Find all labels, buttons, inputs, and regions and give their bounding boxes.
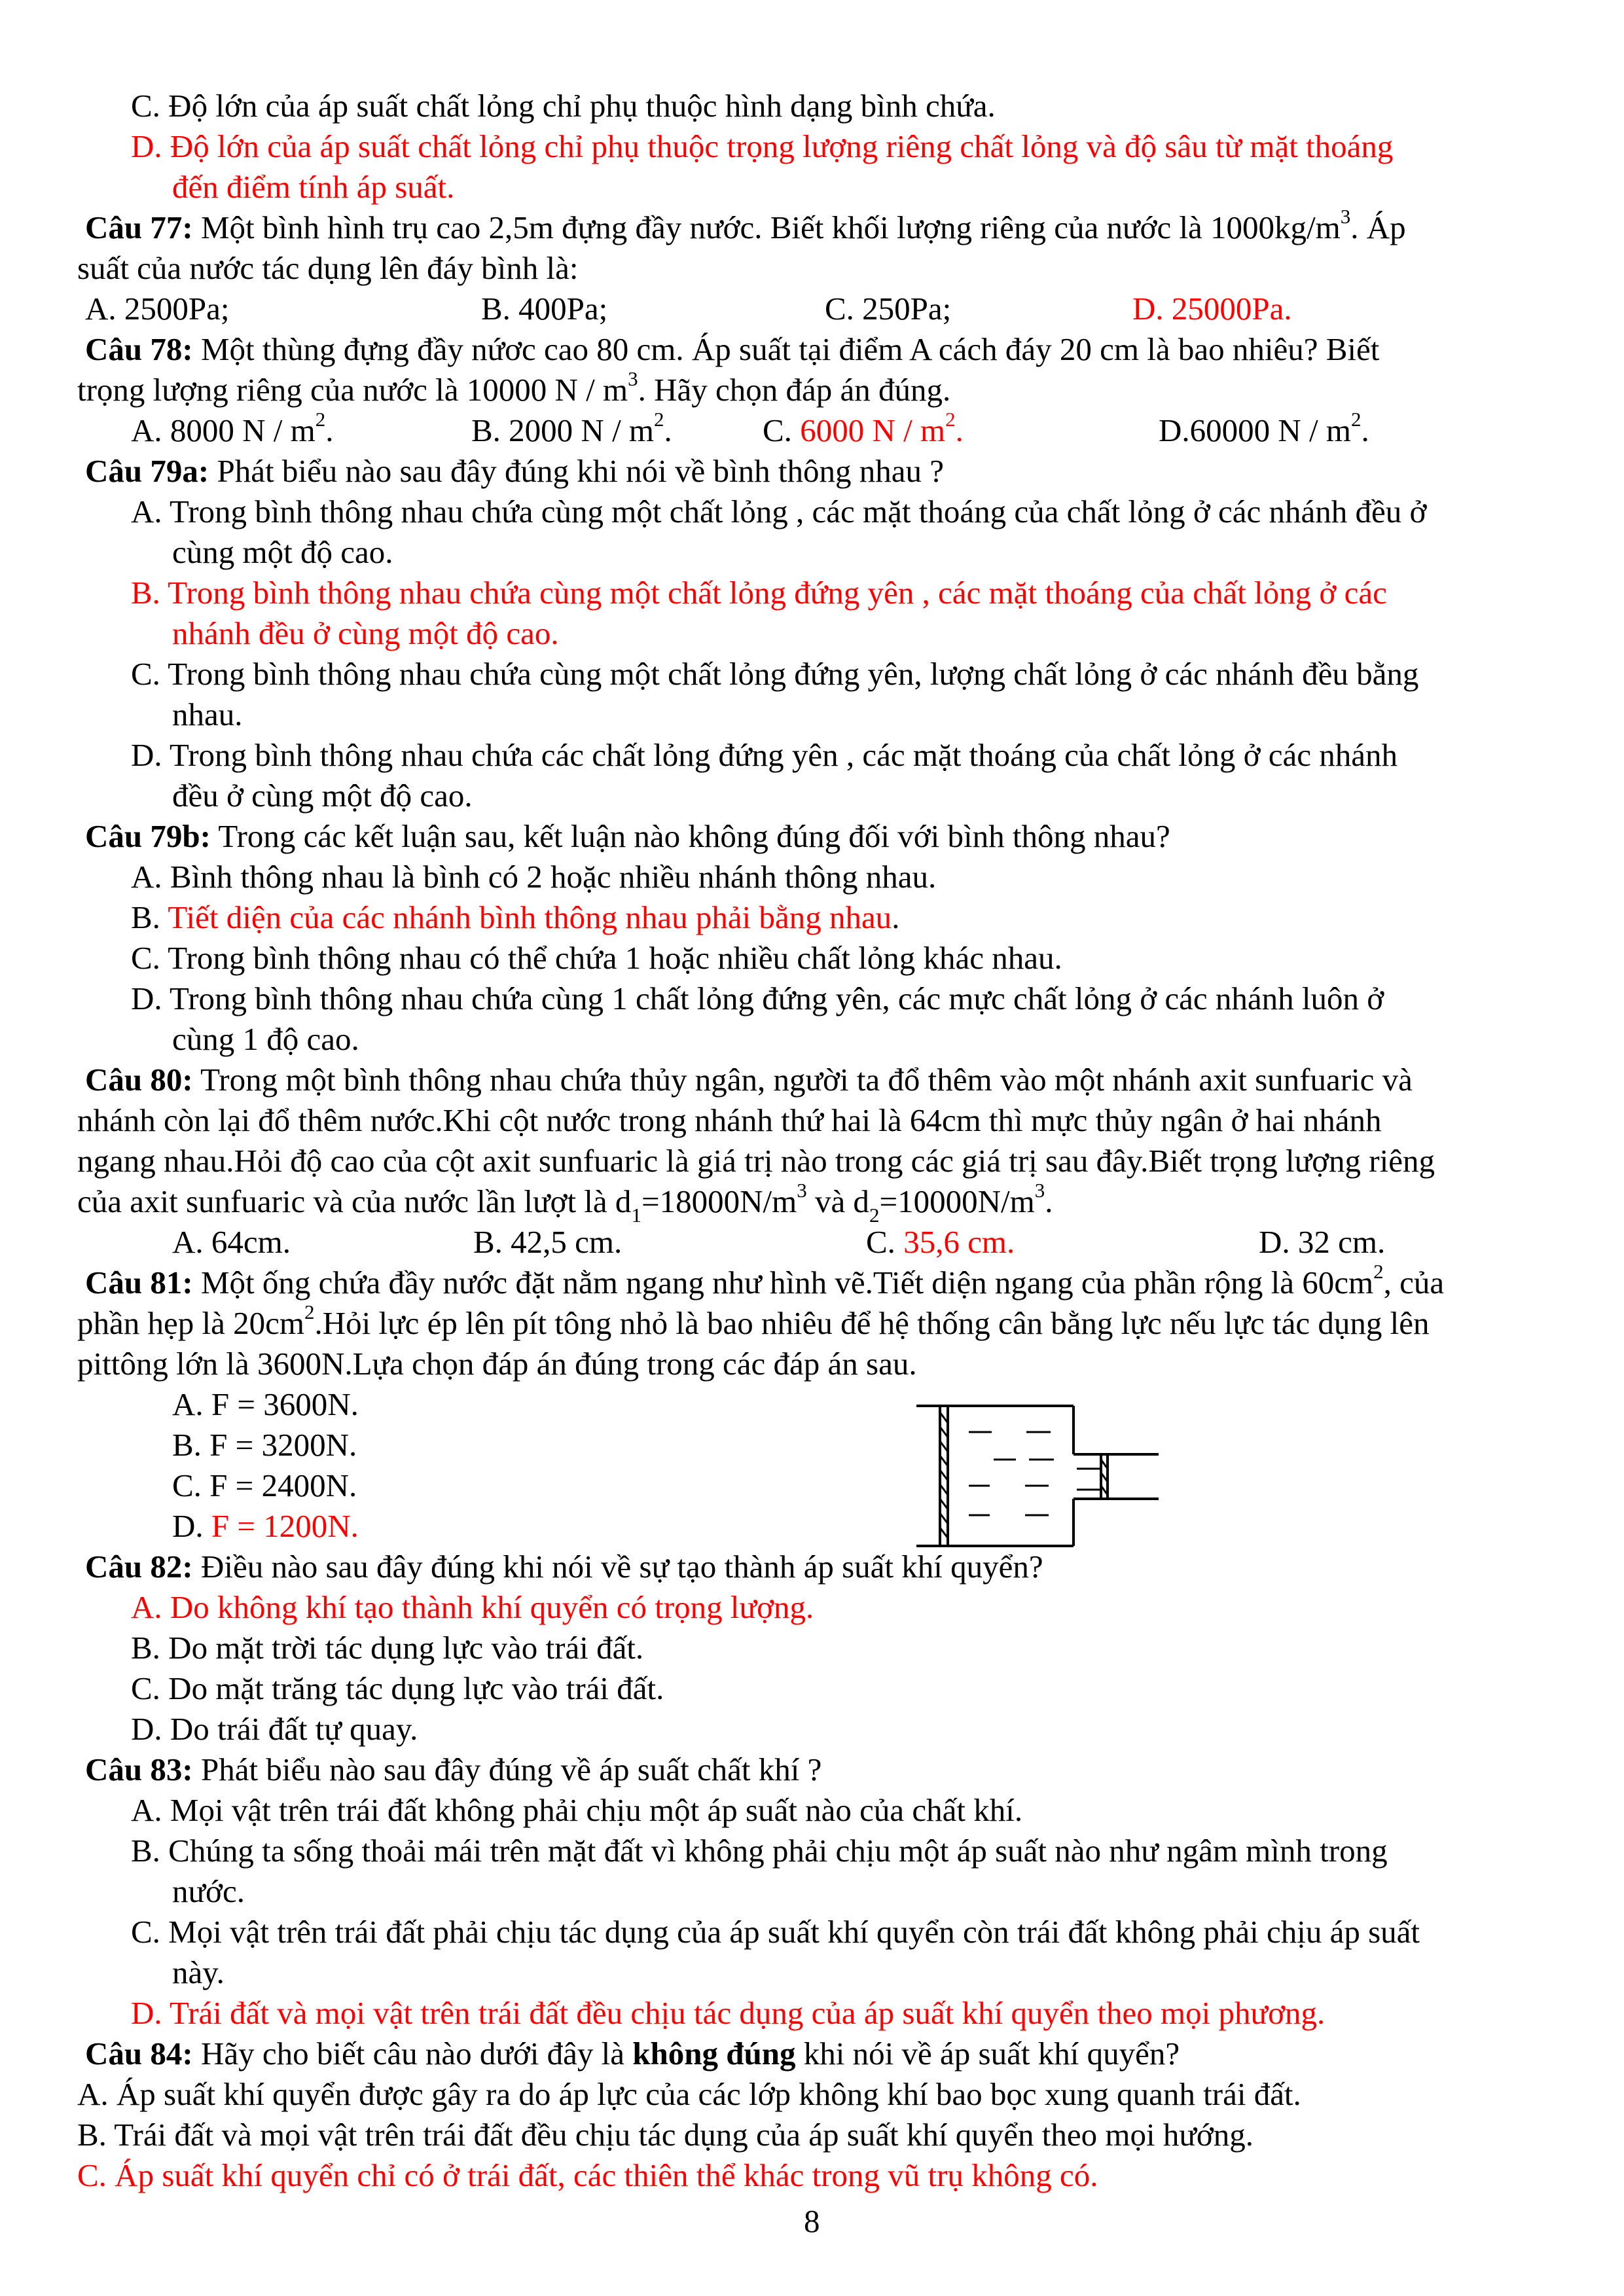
- option-a-line1: A. Trong bình thông nhau chứa cùng một chất lỏng , các mặt thoáng của chất lỏng ở các nhánh đều ở: [131, 493, 1427, 529]
- option-a: A. Bình thông nhau là bình có 2 hoặc nhiều nhánh thông nhau.: [131, 859, 937, 895]
- option-d-prev-line2: đến điểm tính áp suất.: [172, 169, 455, 205]
- option-c: C. Áp suất khí quyển chỉ có ở trái đất, các thiên thể khác trong vũ trụ không có.: [77, 2157, 1098, 2193]
- option-b-line2: nước.: [172, 1873, 245, 1909]
- option-c: C. F = 2400N.: [172, 1467, 357, 1503]
- option-d: D. F = 1200N.: [172, 1508, 359, 1544]
- option-a: A. Do không khí tạo thành khí quyển có trọng lượng.: [131, 1589, 814, 1625]
- question-label: Câu 79b:: [85, 818, 211, 854]
- option-d-line2: cùng 1 độ cao.: [172, 1021, 359, 1057]
- option-a: A. Áp suất khí quyển được gây ra do áp lực của các lớp không khí bao bọc xung quanh trái đất.: [77, 2076, 1301, 2112]
- option-c-line1: C. Mọi vật trên trái đất phải chịu tác dụng của áp suất khí quyển còn trái đất không phải chịu áp suất: [131, 1914, 1420, 1950]
- question-80-line3: ngang nhau.Hỏi độ cao của cột axit sunfuaric là giá trị nào trong các giá trị sau đây.Biết trọng lượng riêng: [77, 1143, 1435, 1179]
- question-81-line3: pittông lớn là 3600N.Lựa chọn đáp án đúng trong các đáp án sau.: [77, 1346, 917, 1382]
- page-number: 8: [804, 2203, 820, 2239]
- question-77-line2: suất của nước tác dụng lên đáy bình là:: [77, 250, 579, 286]
- option-a: A. 2500Pa;: [85, 291, 230, 327]
- question-label: Câu 78:: [85, 331, 193, 367]
- option-c: C. 250Pa;: [825, 291, 952, 327]
- option-d-line2: đều ở cùng một độ cao.: [172, 778, 473, 814]
- option-c-prev: C. Độ lớn của áp suất chất lỏng chỉ phụ thuộc hình dạng bình chứa.: [131, 88, 996, 124]
- option-d: D. Do trái đất tự quay.: [131, 1711, 418, 1747]
- option-b: B. Tiết diện của các nhánh bình thông nhau phải bằng nhau.: [131, 899, 900, 935]
- option-c: C. 6000 N / $m^2$.: [763, 407, 964, 448]
- option-d: D. 25000Pa.: [1132, 291, 1292, 327]
- question-label: Câu 81:: [85, 1265, 193, 1300]
- option-a: A. 8000 N / $m^2$.: [131, 407, 334, 448]
- option-b: B. Trái đất và mọi vật trên trái đất đều chịu tác dụng của áp suất khí quyển theo mọi hướng.: [77, 2117, 1254, 2153]
- question-81-line2: phần hẹp là $20cm^2.Hỏi$ lực ép lên pít tông nhỏ là bao nhiêu để hệ thống cân bằng lực nếu lực tác dụng lên: [77, 1300, 1430, 1341]
- option-b-line1: B. Chúng ta sống thoải mái trên mặt đất vì không phải chịu một áp suất nào như ngâm mình trong: [131, 1833, 1388, 1869]
- question-label: Câu 83:: [85, 1751, 193, 1787]
- option-d: D. Trái đất và mọi vật trên trái đất đều chịu tác dụng của áp suất khí quyển theo mọi phương.: [131, 1995, 1326, 2031]
- option-c: C. Trong bình thông nhau có thể chứa 1 hoặc nhiều chất lỏng khác nhau.: [131, 940, 1062, 976]
- question-label: Câu 80:: [85, 1062, 193, 1098]
- option-b-line2: nhánh đều ở cùng một độ cao.: [172, 615, 559, 651]
- question-label: Câu 77:: [85, 209, 193, 245]
- question-80-line2: nhánh còn lại đổ thêm nước.Khi cột nước trong nhánh thứ hai là 64cm thì mực thủy ngân ở hai nhánh: [77, 1102, 1382, 1138]
- option-b: B. F = 3200N.: [172, 1427, 357, 1463]
- question-80-line4: của axit sunfuaric và của nước lần lượt là $d_1=18000N/m^3$ và $d_2=10000N/m^3$.: [77, 1178, 1053, 1227]
- question-78: Câu 78: Một thùng đựng đầy nứơc cao 80 cm. Áp suất tại điểm A cách đáy 20 cm là bao nhiêu? Biết: [85, 331, 1380, 367]
- option-d: D.60000 N / $m^2$.: [1159, 407, 1369, 448]
- option-c-line2: này.: [172, 1954, 225, 1990]
- option-b: B. Do mặt trời tác dụng lực vào trái đất.: [131, 1630, 644, 1666]
- question-label: Câu 84:: [85, 2036, 193, 2072]
- question-80: Câu 80: Trong một bình thông nhau chứa thủy ngân, người ta đổ thêm vào một nhánh axit sunfuaric và: [85, 1062, 1413, 1098]
- question-79a: Câu 79a: Phát biểu nào sau đây đúng khi nói về bình thông nhau ?: [85, 453, 944, 489]
- option-a: A. Mọi vật trên trái đất không phải chịu một áp suất nào của chất khí.: [131, 1792, 1023, 1828]
- option-b: B. 400Pa;: [481, 291, 608, 327]
- question-84: Câu 84: Hãy cho biết câu nào dưới đây là không đúng khi nói về áp suất khí quyển?: [85, 2036, 1180, 2072]
- water-marks: [969, 1432, 1100, 1515]
- option-a: A. F = 3600N.: [172, 1386, 359, 1422]
- option-b-line1: B. Trong bình thông nhau chứa cùng một chất lỏng đứng yên , các mặt thoáng của chất lỏng ở các: [131, 575, 1387, 611]
- option-d-line1: D. Trong bình thông nhau chứa cùng 1 chất lỏng đứng yên, các mực chất lỏng ở các nhánh luôn ở: [131, 980, 1384, 1016]
- option-c-line1: C. Trong bình thông nhau chứa cùng một chất lỏng đứng yên, lượng chất lỏng ở các nhánh đều bằng: [131, 656, 1419, 692]
- option-c: C. Do mặt trăng tác dụng lực vào trái đất.: [131, 1670, 664, 1706]
- piston-hatching: [940, 1412, 1108, 1538]
- question-label: Câu 79a:: [85, 453, 209, 489]
- option-a-line2: cùng một độ cao.: [172, 534, 393, 570]
- question-78-line2: trọng lượng riêng của nước là 10000 N / $m^3$. Hãy chọn đáp án đúng.: [77, 367, 951, 408]
- question-82: Câu 82: Điều nào sau đây đúng khi nói về sự tạo thành áp suất khí quyển?: [85, 1549, 1043, 1585]
- hydraulic-pipe-figure: [916, 1401, 1178, 1551]
- question-label: Câu 82:: [85, 1549, 193, 1585]
- question-79b: Câu 79b: Trong các kết luận sau, kết luận nào không đúng đối với bình thông nhau?: [85, 818, 1170, 854]
- option-c-line2: nhau.: [172, 696, 243, 732]
- question-81: Câu 81: Một ống chứa đầy nước đặt nằm ngang như hình vẽ.Tiết diện ngang của phần rộng là $60cm^2$, của: [85, 1259, 1445, 1300]
- question-83: Câu 83: Phát biểu nào sau đây đúng về áp suất chất khí ?: [85, 1751, 822, 1787]
- option-b: B. 2000 N / $m^2$.: [471, 407, 672, 448]
- option-d-prev-line1: D. Độ lớn của áp suất chất lỏng chỉ phụ thuộc trọng lượng riêng chất lỏng và độ sâu từ mặt thoáng: [131, 128, 1394, 164]
- option-a: A. 64cm.: [172, 1224, 291, 1260]
- question-77: Câu 77: Một bình hình trụ cao 2,5m đựng đầy nước. Biết khối lượng riêng của nước là $1000kg/m^3$. Áp: [85, 204, 1406, 245]
- option-d: D. 32 cm.: [1259, 1224, 1386, 1260]
- option-b: B. 42,5 cm.: [473, 1224, 623, 1260]
- option-d-line1: D. Trong bình thông nhau chứa các chất lỏng đứng yên , các mặt thoáng của chất lỏng ở các nhánh: [131, 737, 1398, 773]
- option-c: C. 35,6 cm.: [866, 1224, 1015, 1260]
